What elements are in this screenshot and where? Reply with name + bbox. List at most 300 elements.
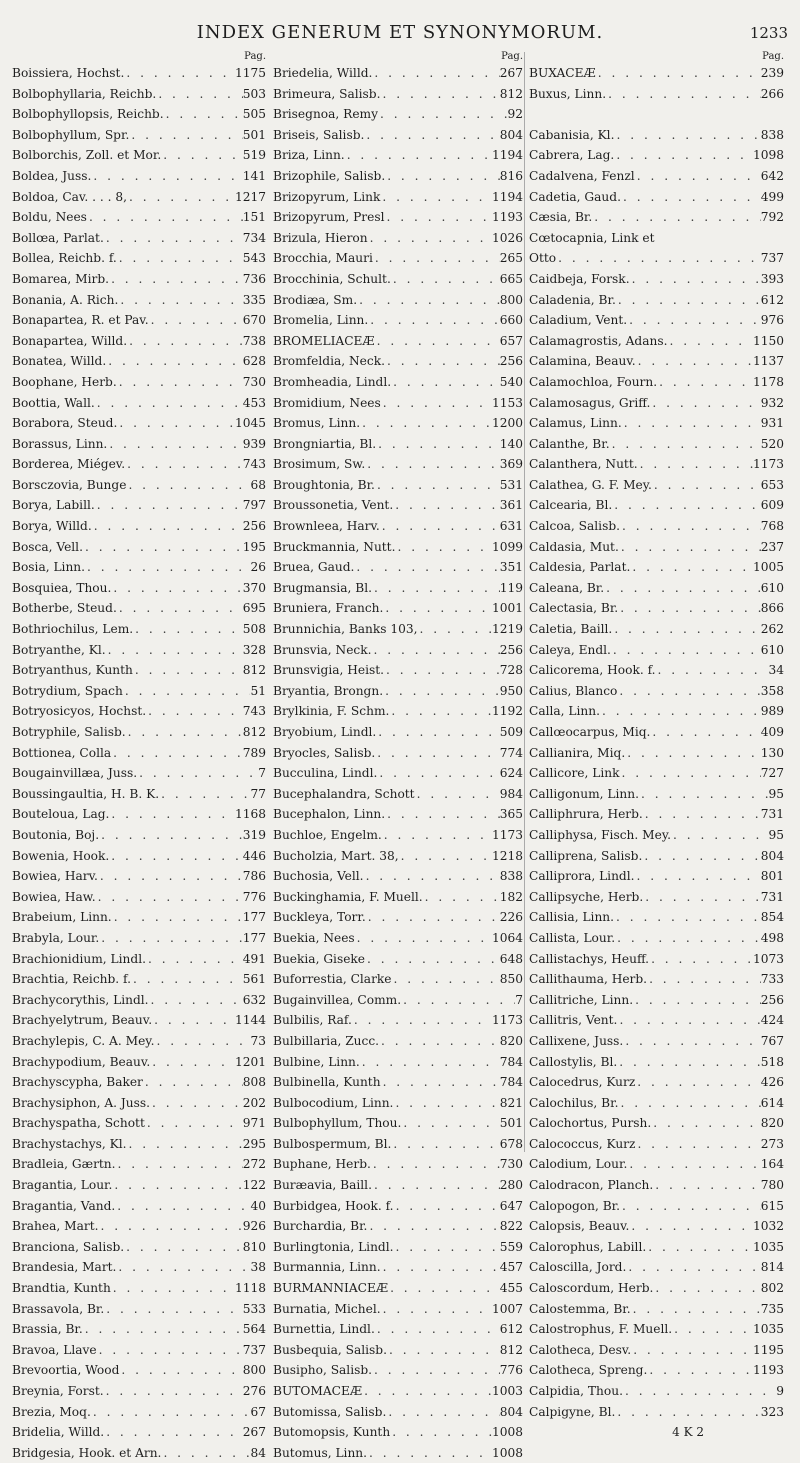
index-entry <box>12 1154 266 1175</box>
entry-page: 932 <box>760 395 784 410</box>
entry-name: Brachtia, Reichb. f. <box>12 972 131 987</box>
index-entry <box>12 928 266 949</box>
index-entry <box>529 475 784 496</box>
entry-page: 695 <box>242 601 266 616</box>
entry-page: 653 <box>760 477 784 492</box>
index-entry <box>529 1402 784 1423</box>
entry-page: 95 <box>768 827 784 842</box>
entry-page: 784 <box>499 1054 523 1069</box>
index-entry <box>273 454 523 475</box>
entry-page: 561 <box>242 972 266 987</box>
entry-name: Calanthera, Nutt. <box>529 457 638 472</box>
index-entry <box>273 1052 523 1073</box>
index-entry <box>529 145 784 166</box>
entry-page: 540 <box>499 374 523 389</box>
leader-dots <box>618 1093 760 1114</box>
entry-page: 92 <box>507 107 523 122</box>
index-entry <box>529 866 784 887</box>
entry-page: 1173 <box>491 827 523 842</box>
entry-name: Calochortus, Pursh. <box>529 1116 652 1131</box>
leader-dots <box>149 990 243 1011</box>
entry-name: BURMANNIACEÆ <box>273 1281 389 1296</box>
leader-dots <box>104 228 243 249</box>
entry-page: 51 <box>250 683 266 698</box>
entry-name: Brandesia, Mart. <box>12 1260 117 1275</box>
index-entry <box>12 1299 266 1320</box>
entry-name: Bouteloua, Lag. <box>12 807 110 822</box>
index-entry <box>12 990 266 1011</box>
leader-dots <box>623 1381 776 1402</box>
entry-name: Callostylis, Bl. <box>529 1054 618 1069</box>
entry-name: Calius, Blanco <box>529 683 618 698</box>
entry-page: 9 <box>776 1384 784 1398</box>
leader-dots <box>150 1093 243 1114</box>
entry-page: 273 <box>760 1136 784 1151</box>
entry-name: Brunsvigia, Heist. <box>273 663 384 678</box>
leader-dots <box>116 1154 243 1175</box>
entry-name: Bucholzia, Mart. 38, <box>273 848 399 863</box>
leader-dots <box>629 1216 753 1237</box>
entry-page: 1001 <box>491 601 523 616</box>
leader-dots <box>386 1402 499 1423</box>
leader-dots <box>635 1134 760 1155</box>
entry-page: 67 <box>250 1404 266 1419</box>
entry-name: Calicorema, Hook. f. <box>529 663 656 678</box>
entry-page: 624 <box>499 766 523 781</box>
entry-name: Bulbilis, Raf. <box>273 1013 352 1028</box>
index-entry <box>273 578 523 599</box>
index-entry <box>12 722 266 743</box>
leader-dots <box>376 722 499 743</box>
leader-dots <box>131 969 243 990</box>
index-entry <box>273 681 523 702</box>
leader-dots <box>159 784 250 805</box>
index-entry <box>529 331 784 352</box>
leader-dots <box>391 372 500 393</box>
entry-page: 792 <box>760 210 784 225</box>
leader-dots <box>149 310 243 331</box>
leader-dots <box>104 1422 243 1443</box>
index-entry <box>273 598 523 619</box>
entry-name: Butomopsis, Kunth <box>273 1425 391 1440</box>
entry-page: 34 <box>768 663 784 678</box>
entry-page: 838 <box>760 127 784 142</box>
leader-dots <box>161 1443 250 1463</box>
entry-name: Bulbocodium, Linn. <box>273 1095 394 1110</box>
leader-dots <box>615 1402 760 1423</box>
leader-dots <box>395 537 492 558</box>
entry-name: Bucculina, Lindl. <box>273 766 378 781</box>
entry-page: 519 <box>242 148 266 163</box>
leader-dots <box>124 63 235 84</box>
leader-dots <box>418 619 492 640</box>
entry-page: 319 <box>242 827 266 842</box>
entry-page: 804 <box>499 127 523 142</box>
entry-name: Borabora, Steud. <box>12 416 118 431</box>
entry-name: Botryanthus, Kunth <box>12 663 133 678</box>
leader-dots <box>389 701 492 722</box>
entry-page: 77 <box>250 786 266 801</box>
index-entry <box>529 949 784 970</box>
entry-name: Calodium, Lour. <box>529 1157 628 1172</box>
index-entry <box>273 1196 523 1217</box>
index-entry <box>529 887 784 908</box>
leader-dots <box>111 578 242 599</box>
entry-name: Bucephalon, Linn. <box>273 807 386 822</box>
leader-dots <box>380 187 492 208</box>
index-entry <box>529 990 784 1011</box>
entry-page: 642 <box>760 168 784 183</box>
leader-dots <box>625 743 761 764</box>
entry-page: 40 <box>250 1198 266 1213</box>
leader-dots <box>95 495 243 516</box>
leader-dots <box>391 1134 499 1155</box>
entry-page: 509 <box>499 725 523 739</box>
entry-name: Buphane, Herb. <box>273 1157 371 1172</box>
entry-page: 202 <box>242 1095 266 1110</box>
leader-dots <box>97 1340 243 1361</box>
leader-dots <box>107 434 242 455</box>
entry-page: 272 <box>242 1157 266 1172</box>
entry-page: 1218 <box>491 848 523 863</box>
leader-dots <box>619 537 761 558</box>
entry-name: Brocchia, Mauri <box>273 251 373 266</box>
entry-page: 734 <box>242 230 266 245</box>
index-entry <box>273 557 523 578</box>
index-entry <box>12 598 266 619</box>
entry-name: Bonapartea, R. et Pav. <box>12 313 149 328</box>
leader-dots <box>647 1360 753 1381</box>
entry-page: 177 <box>242 930 266 945</box>
index-entry <box>12 207 266 228</box>
entry-page: 1064 <box>491 930 523 945</box>
entry-page: 609 <box>760 498 784 513</box>
entry-page: 1005 <box>752 560 784 575</box>
index-column-2 <box>273 50 523 1463</box>
index-entry <box>12 1031 266 1052</box>
leader-dots <box>650 722 760 743</box>
entry-name: BUXACEÆ <box>529 66 596 80</box>
entry-page: 812 <box>242 663 266 678</box>
entry-page: 660 <box>499 313 523 328</box>
entry-name: Bonania, A. Rich. <box>12 292 119 307</box>
leader-dots <box>127 331 243 352</box>
index-entry <box>273 1422 523 1443</box>
leader-dots <box>667 331 753 352</box>
leader-dots <box>92 516 243 537</box>
entry-name: Brongniartia, Bl. <box>273 436 377 451</box>
leader-dots <box>615 928 761 949</box>
index-entry <box>273 1010 523 1031</box>
leader-dots <box>647 969 761 990</box>
entry-name: Boldoa, Cav. . . . 8, <box>12 189 127 204</box>
leader-dots <box>360 1052 500 1073</box>
leader-dots <box>392 969 500 990</box>
leader-dots <box>87 207 243 228</box>
index-entry <box>273 290 523 311</box>
index-entry <box>529 290 784 311</box>
index-entry <box>273 1319 523 1340</box>
entry-page: 1118 <box>234 1281 266 1296</box>
index-entry <box>529 84 784 105</box>
leader-dots <box>111 743 243 764</box>
running-title: INDEX GENERUM ET SYNONYMORUM. <box>196 22 604 43</box>
index-entry <box>273 949 523 970</box>
index-entry <box>12 1134 266 1155</box>
leader-dots <box>377 763 499 784</box>
index-entry <box>12 248 266 269</box>
entry-page: 866 <box>760 601 784 616</box>
index-entry <box>273 1443 523 1463</box>
index-entry <box>12 516 266 537</box>
leader-dots <box>672 1319 753 1340</box>
leader-dots <box>109 269 243 290</box>
entry-name: Calorophus, Labill. <box>529 1239 647 1254</box>
index-entry <box>529 248 784 269</box>
entry-page: 786 <box>242 869 266 884</box>
entry-name: Bomarea, Mirb. <box>12 271 110 286</box>
index-entry <box>273 207 523 228</box>
entry-page: 276 <box>242 1384 266 1398</box>
index-entry <box>273 413 523 434</box>
entry-name: Brocchinia, Schult. <box>273 271 391 286</box>
leader-dots <box>631 1340 753 1361</box>
index-entry <box>529 763 784 784</box>
entry-page: 262 <box>760 622 784 637</box>
index-entry <box>12 1340 266 1361</box>
index-entry <box>12 1052 266 1073</box>
leader-dots <box>643 804 761 825</box>
entry-page: 731 <box>760 889 784 904</box>
entry-page: 801 <box>760 869 784 884</box>
entry-name: Brachystachys, Kl. <box>12 1136 127 1151</box>
index-entry <box>12 290 266 311</box>
leader-dots <box>154 1031 250 1052</box>
leader-dots <box>627 1154 760 1175</box>
entry-name: Burmannia, Linn. <box>273 1260 381 1275</box>
leader-dots <box>383 598 492 619</box>
leader-dots <box>116 1257 250 1278</box>
index-entry <box>12 784 266 805</box>
leader-dots <box>146 701 243 722</box>
entry-name: Botrydium, Spach <box>12 683 123 698</box>
index-entry <box>273 1402 523 1423</box>
entry-page: 804 <box>760 848 784 863</box>
entry-name: Bulbine, Linn. <box>273 1054 360 1069</box>
entry-name: Buekia, Giseke <box>273 951 366 966</box>
leader-dots <box>117 598 243 619</box>
entry-name: Calodracon, Planch. <box>529 1178 654 1193</box>
leader-dots <box>596 63 761 84</box>
index-entry <box>12 495 266 516</box>
leader-dots <box>345 145 492 166</box>
entry-name: Bruea, Gaud. <box>273 560 355 575</box>
leader-dots <box>99 928 242 949</box>
entry-page: 728 <box>499 663 523 678</box>
index-entry <box>273 1278 523 1299</box>
entry-name: Bothriochilus, Lem. <box>12 622 134 637</box>
entry-name: Bruckmannia, Nutt. <box>273 539 396 554</box>
index-entry <box>273 763 523 784</box>
entry-name: Bollea, Reichb. f. <box>12 251 117 266</box>
leader-dots <box>126 1134 242 1155</box>
index-entry <box>273 63 523 84</box>
index-entry <box>12 743 266 764</box>
entry-name: Brachycorythis, Lindl. <box>12 992 149 1007</box>
entry-page: 323 <box>760 1404 784 1419</box>
index-entry <box>273 1134 523 1155</box>
entry-name: Bosquiea, Thou. <box>12 580 112 595</box>
index-entry <box>12 681 266 702</box>
leader-dots <box>371 1154 500 1175</box>
index-entry <box>529 1360 784 1381</box>
entry-name: Bromfeldia, Neck. <box>273 354 385 369</box>
leader-dots <box>636 351 753 372</box>
index-entry <box>12 537 266 558</box>
entry-page: 457 <box>499 1260 523 1275</box>
index-entry <box>12 125 266 146</box>
entry-page: 559 <box>499 1239 523 1254</box>
leader-dots <box>375 1319 500 1340</box>
entry-name: Burchardia, Br. <box>273 1219 368 1234</box>
entry-page: 335 <box>242 292 266 307</box>
leader-dots <box>150 1052 235 1073</box>
entry-page: 543 <box>242 251 266 266</box>
entry-name: Brabeium, Linn. <box>12 910 112 925</box>
leader-dots <box>381 1072 500 1093</box>
entry-page: 984 <box>499 786 523 801</box>
index-entry <box>12 372 266 393</box>
leader-dots <box>112 1175 242 1196</box>
entry-name: Brosimum, Sw. <box>273 457 366 472</box>
entry-page: 7 <box>258 766 266 781</box>
leader-dots <box>656 660 769 681</box>
entry-name: Brizula, Hieron <box>273 230 368 245</box>
leader-dots <box>126 722 243 743</box>
entry-name: Callista, Lour. <box>529 930 616 945</box>
entry-page: 1153 <box>491 395 523 410</box>
leader-dots <box>83 537 243 558</box>
entry-page: 182 <box>499 889 523 904</box>
entry-page: 614 <box>760 1095 784 1110</box>
entry-name: Bromheadia, Lindl. <box>273 374 392 389</box>
entry-page: 822 <box>499 1219 523 1234</box>
entry-name: Calpigyne, Bl. <box>529 1404 616 1419</box>
entry-name: Bruniera, Franch. <box>273 601 384 616</box>
entry-page: 68 <box>250 477 266 492</box>
index-entry <box>273 660 523 681</box>
index-entry <box>273 434 523 455</box>
index-entry <box>529 228 784 249</box>
leader-dots <box>367 1216 499 1237</box>
entry-name: Bolbophyllopsis, Reichb. <box>12 107 164 122</box>
leader-dots <box>383 681 500 702</box>
index-entry <box>273 866 523 887</box>
leader-dots <box>372 1360 500 1381</box>
entry-name: Buckinghamia, F. Muell. <box>273 889 423 904</box>
leader-dots <box>622 413 761 434</box>
signature-mark: 4 K 2 <box>672 1425 704 1440</box>
index-entry <box>12 269 266 290</box>
entry-name: Caidbeja, Forsk. <box>529 271 630 286</box>
entry-name: Boophane, Herb. <box>12 374 117 389</box>
entry-page: 612 <box>760 292 784 307</box>
index-entry <box>529 1299 784 1320</box>
entry-page: 821 <box>499 1095 523 1110</box>
entry-name: Calliphysa, Fisch. Mey. <box>529 827 671 842</box>
leader-dots <box>117 413 235 434</box>
entry-name: Calostrophus, F. Muell. <box>529 1322 673 1337</box>
leader-dots <box>133 619 243 640</box>
entry-name: Bolbophyllaria, Reichb. <box>12 86 157 101</box>
index-entry <box>529 1072 784 1093</box>
index-entry <box>12 1319 266 1340</box>
entry-name: Bolborchis, Zoll. et Mor. <box>12 148 162 163</box>
leader-dots <box>109 846 242 867</box>
entry-name: Calopogon, Br. <box>529 1198 621 1213</box>
entry-page: 119 <box>499 580 523 595</box>
entry-page: 370 <box>242 580 266 595</box>
entry-page: 931 <box>760 416 784 431</box>
leader-dots <box>126 475 250 496</box>
index-entry <box>273 104 523 125</box>
entry-page: 800 <box>499 292 523 307</box>
leader-dots <box>156 84 242 105</box>
entry-name: Calamochloa, Fourn. <box>529 374 658 389</box>
index-entry <box>273 990 523 1011</box>
entry-page: 976 <box>760 313 784 328</box>
entry-name: Briedelia, Willd. <box>273 66 373 80</box>
leader-dots <box>619 763 760 784</box>
entry-name: Brezia, Moq. <box>12 1404 91 1419</box>
leader-dots <box>635 166 761 187</box>
index-entry <box>529 1237 784 1258</box>
entry-page: 505 <box>242 107 266 122</box>
index-entry <box>529 784 784 805</box>
entry-page: 424 <box>760 1013 784 1028</box>
index-entry <box>12 846 266 867</box>
index-entry <box>273 1113 523 1134</box>
entry-page: 26 <box>250 560 266 575</box>
entry-page: 737 <box>242 1342 266 1357</box>
index-entry <box>529 63 784 84</box>
entry-page: 239 <box>760 66 784 80</box>
index-column-3 <box>529 50 784 1443</box>
index-entry <box>529 269 784 290</box>
entry-name: Boottia, Wall. <box>12 395 95 410</box>
leader-dots <box>384 660 500 681</box>
entry-page: 615 <box>760 1198 784 1213</box>
leader-dots <box>638 454 753 475</box>
entry-name: Calamosagus, Griff. <box>529 395 651 410</box>
index-entry <box>529 557 784 578</box>
entry-name: Calliprora, Lindl. <box>529 869 635 884</box>
leader-dots <box>630 557 753 578</box>
entry-name: Bonatea, Willd. <box>12 354 107 369</box>
leader-dots <box>620 516 761 537</box>
entry-page: 237 <box>760 539 784 554</box>
entry-page: 989 <box>760 704 784 719</box>
entry-page: 733 <box>760 972 784 987</box>
entry-page: 266 <box>760 86 784 101</box>
entry-name: Buræavia, Baill. <box>273 1178 372 1193</box>
leader-dots <box>391 269 500 290</box>
index-entry <box>273 248 523 269</box>
index-entry <box>529 681 784 702</box>
leader-dots <box>614 907 761 928</box>
index-entry <box>12 145 266 166</box>
entry-page: 531 <box>499 477 523 492</box>
